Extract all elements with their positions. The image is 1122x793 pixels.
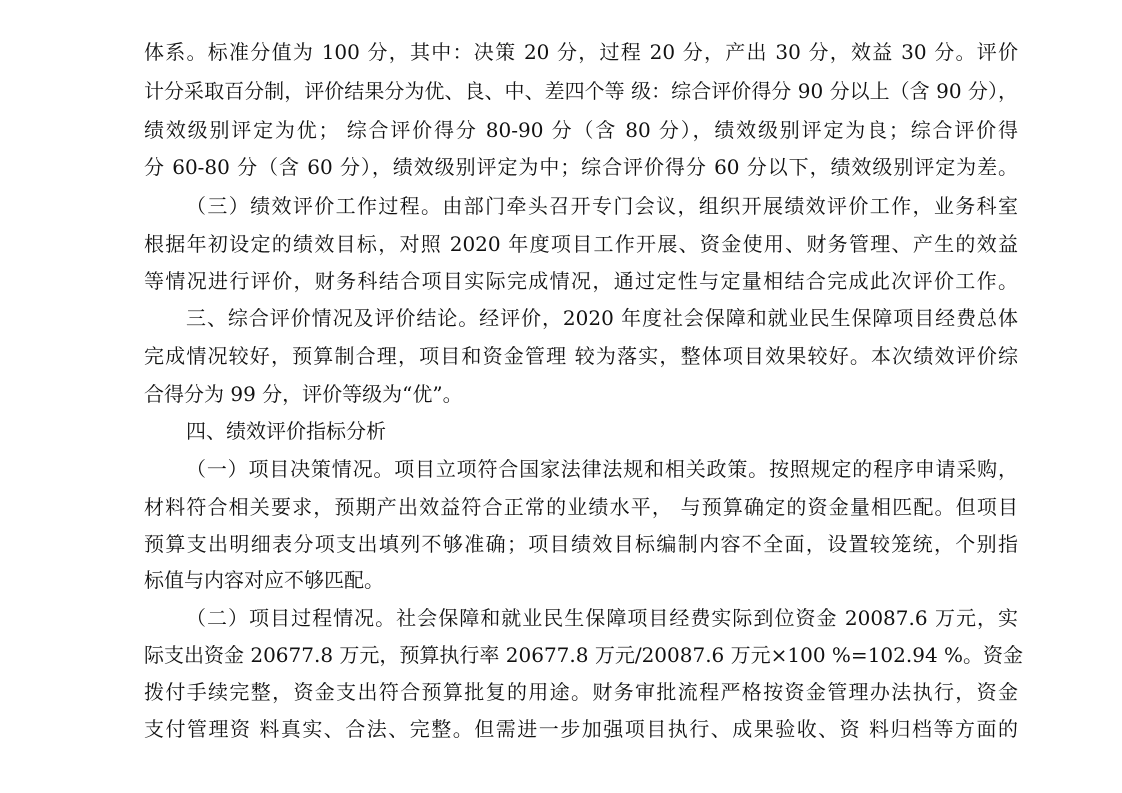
text-line: 完成情况较好，预算制合理，项目和资金管理 较为落实，整体项目效果较好。本次绩效评价综 <box>144 344 1018 368</box>
text-line: 分 60-80 分（含 60 分），绩效级别评定为中；综合评价得分 60 分以下，绩效级别评定为差。 <box>144 155 1018 179</box>
text-line: （三）绩效评价工作过程。由部门牵头召开专门会议，组织开展绩效评价工作，业务科室 <box>186 194 1018 218</box>
text-line: 拨付手续完整，资金支出符合预算批复的用途。财务审批流程严格按资金管理办法执行，资金 <box>144 680 1018 704</box>
text-line: （一）项目决策情况。项目立项符合国家法律法规和相关政策。按照规定的程序申请采购， <box>186 457 1018 481</box>
text-line: 标值与内容对应不够匹配。 <box>144 568 384 592</box>
text-line: 材料符合相关要求，预期产出效益符合正常的业绩水平， 与预算确定的资金量相匹配。但项目 <box>144 495 1018 519</box>
text-line: 绩效级别评定为优； 综合评价得分 80-90 分（含 80 分），绩效级别评定为良；综合评价得 <box>144 118 1018 142</box>
section-heading: 四、绩效评价指标分析 <box>186 419 386 443</box>
text-line: 等情况进行评价，财务科结合项目实际完成情况，通过定性与定量相结合完成此次评价工作。 <box>144 269 1018 293</box>
text-line: 预算支出明细表分项支出填列不够准确；项目绩效目标编制内容不全面，设置较笼统，个别指 <box>144 532 1018 556</box>
text-line: 体系。标准分值为 100 分，其中：决策 20 分，过程 20 分，产出 30 分，效益 30 分。评价 <box>144 40 1018 64</box>
text-line: 际支出资金 20677.8 万元，预算执行率 20677.8 万元/20087.6 万元×100 %=102.94 %。资金 <box>144 643 1024 667</box>
text-line: 根据年初设定的绩效目标，对照 2020 年度项目工作开展、资金使用、财务管理、产生的效益 <box>144 232 1018 256</box>
text-line: 三、综合评价情况及评价结论。经评价，2020 年度社会保障和就业民生保障项目经费总体 <box>186 306 1018 330</box>
text-line: 计分采取百分制，评价结果分为优、良、中、差四个等 级：综合评价得分 90 分以上（含 90 分）， <box>144 79 1018 103</box>
text-line: （二）项目过程情况。社会保障和就业民生保障项目经费实际到位资金 20087.6 万元，实 <box>186 606 1018 630</box>
text-line: 合得分为 99 分，评价等级为“优”。 <box>144 382 463 406</box>
text-line: 支付管理资 料真实、合法、完整。但需进一步加强项目执行、成果验收、资 料归档等方面的 <box>144 717 1018 741</box>
